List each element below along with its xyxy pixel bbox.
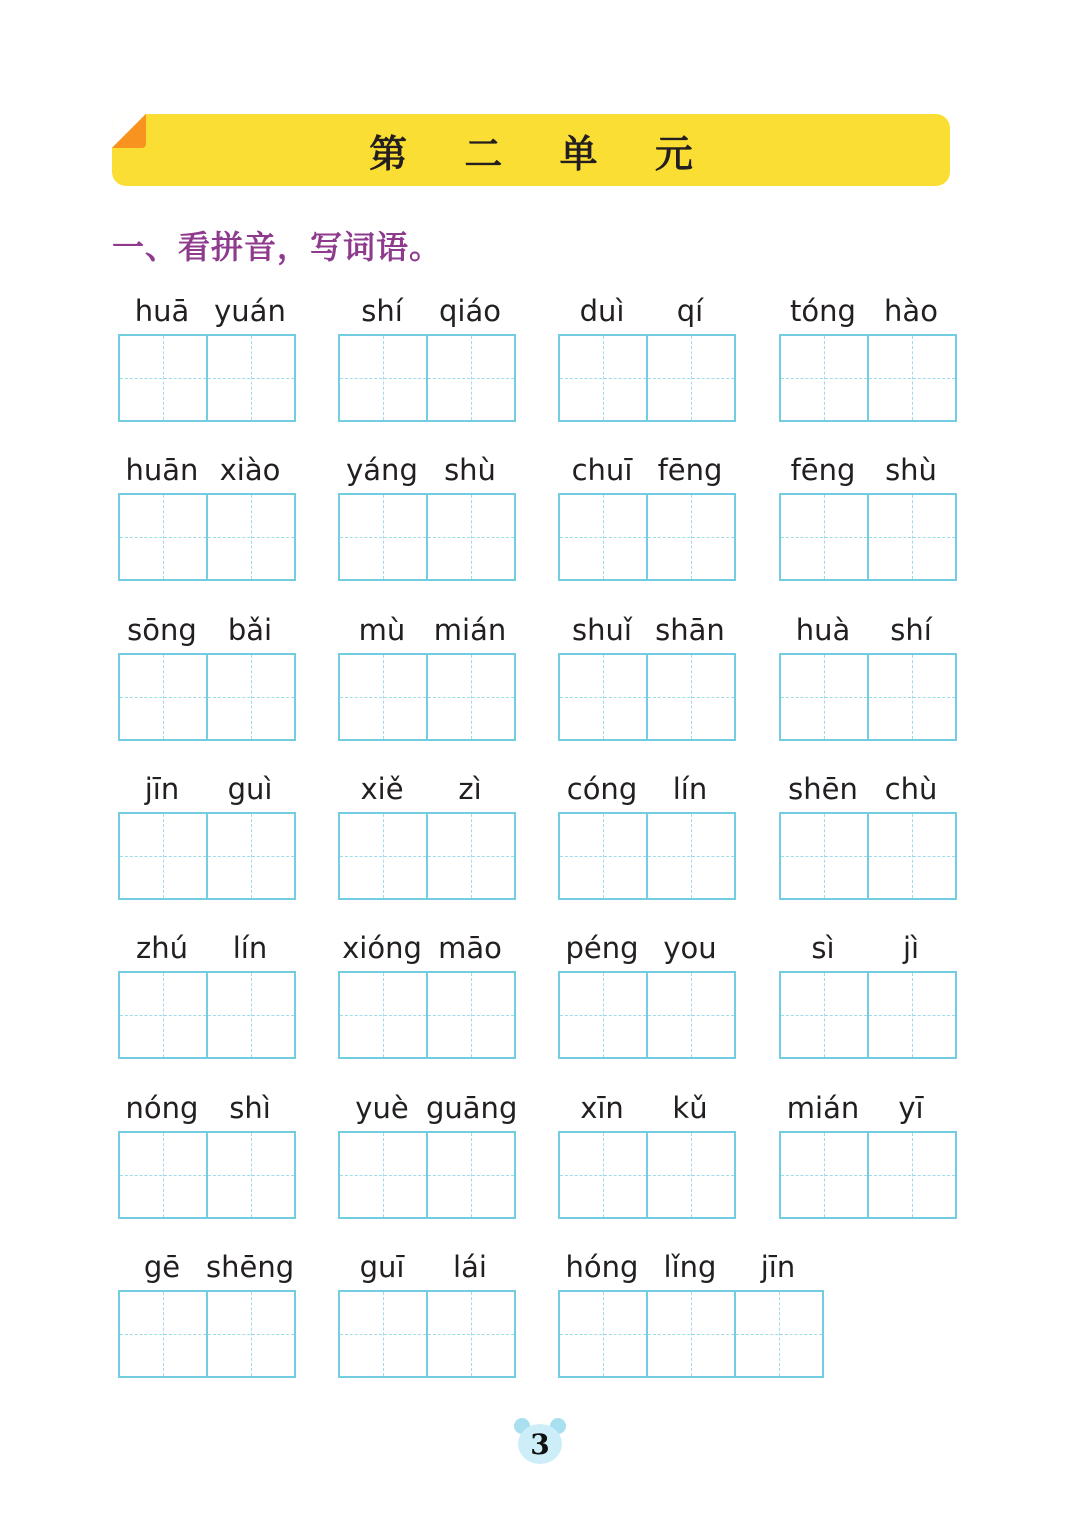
pinyin-syllable: yáng (346, 453, 418, 487)
word-item (779, 611, 957, 741)
pinyin-row (338, 451, 514, 489)
tianzige-box[interactable] (120, 655, 208, 739)
tianzige-box[interactable] (428, 814, 516, 898)
pinyin-row (558, 1248, 822, 1286)
pinyin-syllable: lái (453, 1250, 487, 1284)
writing-boxes (338, 334, 516, 422)
pinyin-syllable: shēn (788, 772, 858, 806)
pinyin-row (779, 1089, 955, 1127)
tianzige-box[interactable] (340, 973, 428, 1057)
pinyin-syllable: xīn (580, 1091, 624, 1125)
word-item (558, 1248, 824, 1378)
pinyin-syllable: xióng (342, 931, 422, 965)
word-item (558, 770, 736, 900)
writing-boxes (338, 812, 516, 900)
tianzige-box[interactable] (781, 495, 869, 579)
pinyin-syllable: māo (438, 931, 502, 965)
pinyin-row (118, 1089, 294, 1127)
pinyin-syllable: shù (444, 453, 496, 487)
pinyin-row (558, 451, 734, 489)
pinyin-syllable: xiào (219, 453, 281, 487)
pinyin-syllable: shì (229, 1091, 271, 1125)
tianzige-box[interactable] (781, 655, 869, 739)
pinyin-syllable: qiáo (439, 294, 501, 328)
pinyin-row (338, 1248, 514, 1286)
word-item (118, 611, 296, 741)
tianzige-box[interactable] (208, 336, 296, 420)
tianzige-box[interactable] (428, 336, 516, 420)
word-item (779, 929, 957, 1059)
pinyin-syllable: yuè (355, 1091, 409, 1125)
tianzige-box[interactable] (560, 1133, 648, 1217)
tianzige-box[interactable] (428, 1292, 516, 1376)
pinyin-syllable: guāng (426, 1091, 518, 1125)
pinyin-syllable: fēng (790, 453, 856, 487)
tianzige-box[interactable] (648, 495, 736, 579)
tianzige-box[interactable] (648, 1133, 736, 1217)
pinyin-syllable: qí (676, 294, 704, 328)
word-item (338, 1248, 516, 1378)
pinyin-row (779, 770, 955, 808)
pinyin-row (558, 611, 734, 649)
tianzige-box[interactable] (648, 814, 736, 898)
tianzige-box[interactable] (120, 814, 208, 898)
tianzige-box[interactable] (120, 1133, 208, 1217)
tianzige-box[interactable] (648, 655, 736, 739)
tianzige-box[interactable] (208, 973, 296, 1057)
tianzige-box[interactable] (869, 814, 957, 898)
tianzige-box[interactable] (120, 336, 208, 420)
writing-boxes (779, 653, 957, 741)
pinyin-syllable: huān (125, 453, 199, 487)
word-item (558, 451, 736, 581)
pinyin-syllable: kǔ (672, 1091, 708, 1125)
writing-boxes (558, 812, 736, 900)
pinyin-syllable: jīn (144, 772, 180, 806)
pinyin-row (118, 451, 294, 489)
word-item (118, 1089, 296, 1219)
writing-boxes (118, 1131, 296, 1219)
tianzige-box[interactable] (340, 655, 428, 739)
word-item (338, 929, 516, 1059)
tianzige-box[interactable] (648, 336, 736, 420)
pinyin-row (779, 451, 955, 489)
writing-boxes (558, 334, 736, 422)
tianzige-box[interactable] (340, 495, 428, 579)
pinyin-syllable: shí (361, 294, 403, 328)
word-item (118, 292, 296, 422)
tianzige-box[interactable] (428, 655, 516, 739)
page-number: 3 (530, 1427, 550, 1461)
pinyin-syllable: huā (134, 294, 190, 328)
exercise-heading: 一、看拼音，写词语。 (112, 228, 443, 266)
writing-boxes (558, 1290, 824, 1378)
pinyin-syllable: hào (884, 294, 938, 328)
pinyin-syllable: you (663, 931, 717, 965)
page-number-bubble (518, 1424, 562, 1464)
word-item (558, 292, 736, 422)
tianzige-box[interactable] (120, 495, 208, 579)
pinyin-syllable: lín (672, 772, 708, 806)
pinyin-row (338, 292, 514, 330)
tianzige-box[interactable] (869, 1133, 957, 1217)
word-item (338, 611, 516, 741)
tianzige-box[interactable] (781, 1133, 869, 1217)
tianzige-box[interactable] (208, 495, 296, 579)
unit-title: 第 二 单 元 (369, 131, 715, 176)
pinyin-syllable: shù (885, 453, 937, 487)
pinyin-row (338, 929, 514, 967)
writing-boxes (779, 334, 957, 422)
pinyin-syllable: xiě (360, 772, 404, 806)
word-item (779, 451, 957, 581)
writing-boxes (118, 812, 296, 900)
writing-boxes (338, 493, 516, 581)
tianzige-box[interactable] (781, 336, 869, 420)
word-item (779, 770, 957, 900)
pinyin-syllable: mù (358, 613, 406, 647)
pinyin-syllable: mián (433, 613, 507, 647)
pinyin-syllable: jì (902, 931, 920, 965)
writing-boxes (779, 1131, 957, 1219)
pinyin-syllable: cóng (566, 772, 638, 806)
word-item (118, 770, 296, 900)
pinyin-row (779, 929, 955, 967)
tianzige-box[interactable] (560, 336, 648, 420)
tianzige-box[interactable] (560, 655, 648, 739)
tianzige-box[interactable] (648, 973, 736, 1057)
writing-boxes (558, 493, 736, 581)
pinyin-row (558, 292, 734, 330)
pinyin-syllable: huà (795, 613, 851, 647)
tianzige-box[interactable] (560, 973, 648, 1057)
tianzige-box[interactable] (208, 1133, 296, 1217)
pinyin-syllable: shuǐ (572, 613, 632, 647)
pinyin-row (558, 929, 734, 967)
tianzige-box[interactable] (428, 1133, 516, 1217)
pinyin-row (118, 611, 294, 649)
pinyin-syllable: shēng (206, 1250, 295, 1284)
pinyin-row (118, 770, 294, 808)
unit-banner (112, 114, 950, 186)
pinyin-row (338, 1089, 518, 1127)
writing-boxes (779, 812, 957, 900)
writing-boxes (118, 334, 296, 422)
tianzige-box[interactable] (560, 495, 648, 579)
pinyin-syllable: nóng (125, 1091, 199, 1125)
word-item (338, 451, 516, 581)
word-item (779, 292, 957, 422)
writing-boxes (118, 653, 296, 741)
tianzige-box[interactable] (340, 1133, 428, 1217)
pinyin-syllable: hóng (565, 1250, 639, 1284)
tianzige-box[interactable] (120, 973, 208, 1057)
pinyin-syllable: shān (655, 613, 725, 647)
pinyin-syllable: lín (232, 931, 268, 965)
writing-boxes (338, 653, 516, 741)
pinyin-syllable: shí (890, 613, 932, 647)
writing-boxes (779, 971, 957, 1059)
word-item (558, 611, 736, 741)
tianzige-box[interactable] (428, 495, 516, 579)
writing-boxes (558, 971, 736, 1059)
pinyin-syllable: zhú (136, 931, 188, 965)
writing-boxes (338, 1290, 516, 1378)
tianzige-box[interactable] (208, 655, 296, 739)
pinyin-row (779, 292, 955, 330)
tianzige-box[interactable] (208, 814, 296, 898)
pinyin-syllable: fēng (657, 453, 723, 487)
tianzige-box[interactable] (208, 1292, 296, 1376)
tianzige-box[interactable] (340, 336, 428, 420)
writing-boxes (338, 1131, 516, 1219)
pinyin-syllable: bǎi (227, 613, 273, 647)
pinyin-syllable: guì (227, 772, 273, 806)
writing-boxes (558, 653, 736, 741)
word-item (338, 292, 516, 422)
tianzige-box[interactable] (648, 1292, 736, 1376)
tianzige-box[interactable] (869, 655, 957, 739)
pinyin-syllable: mián (786, 1091, 860, 1125)
tianzige-box[interactable] (340, 814, 428, 898)
pinyin-row (118, 1248, 294, 1286)
pinyin-syllable: jīn (760, 1250, 796, 1284)
writing-boxes (779, 493, 957, 581)
tianzige-box[interactable] (560, 814, 648, 898)
word-item (558, 929, 736, 1059)
pinyin-syllable: sì (811, 931, 835, 965)
pinyin-syllable: péng (565, 931, 639, 965)
tianzige-box[interactable] (869, 973, 957, 1057)
tianzige-box[interactable] (120, 1292, 208, 1376)
pinyin-syllable: gē (143, 1250, 181, 1284)
word-item (118, 451, 296, 581)
word-item (338, 1089, 516, 1219)
writing-boxes (558, 1131, 736, 1219)
word-item (558, 1089, 736, 1219)
pinyin-syllable: lǐng (663, 1250, 717, 1284)
pinyin-syllable: yuán (214, 294, 286, 328)
word-item (338, 770, 516, 900)
tianzige-box[interactable] (781, 814, 869, 898)
pinyin-syllable: duì (579, 294, 625, 328)
word-item (118, 929, 296, 1059)
tianzige-box[interactable] (340, 1292, 428, 1376)
tianzige-box[interactable] (428, 973, 516, 1057)
writing-boxes (338, 971, 516, 1059)
word-item (118, 1248, 296, 1378)
writing-boxes (118, 493, 296, 581)
pinyin-row (558, 770, 734, 808)
tianzige-box[interactable] (781, 973, 869, 1057)
pinyin-row (118, 292, 294, 330)
pinyin-syllable: yī (898, 1091, 924, 1125)
pinyin-syllable: tóng (790, 294, 856, 328)
pinyin-row (338, 770, 514, 808)
word-item (779, 1089, 957, 1219)
pinyin-syllable: chù (884, 772, 938, 806)
pinyin-row (558, 1089, 734, 1127)
pinyin-syllable: sōng (127, 613, 197, 647)
page-number-badge (512, 1418, 568, 1466)
tianzige-box[interactable] (869, 495, 957, 579)
pinyin-row (118, 929, 294, 967)
pinyin-syllable: chuī (571, 453, 633, 487)
writing-boxes (118, 971, 296, 1059)
pinyin-syllable: zì (458, 772, 482, 806)
tianzige-box[interactable] (869, 336, 957, 420)
pinyin-row (779, 611, 955, 649)
pinyin-row (338, 611, 514, 649)
pinyin-syllable: guī (359, 1250, 405, 1284)
tianzige-box[interactable] (560, 1292, 648, 1376)
tianzige-box[interactable] (736, 1292, 824, 1376)
writing-boxes (118, 1290, 296, 1378)
